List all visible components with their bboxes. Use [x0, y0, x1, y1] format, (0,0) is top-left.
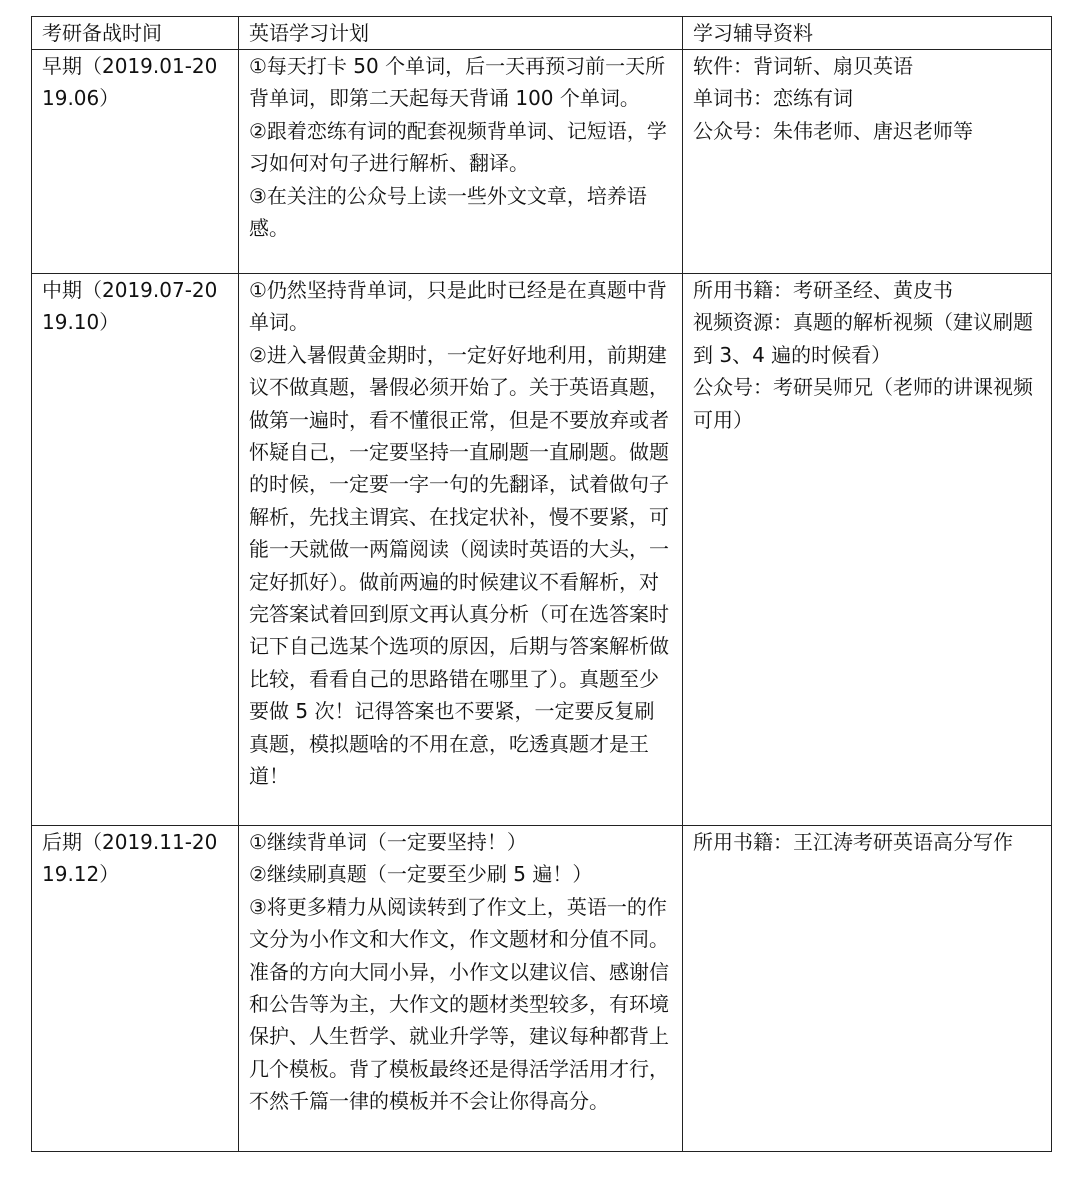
cell-plan-middle — [239, 274, 683, 826]
material-item: 公众号：考研吴师兄（老师的讲课视频可用） — [693, 375, 1033, 432]
material-item: 单词书：恋练有词 — [693, 86, 853, 111]
table-header-row — [32, 17, 1052, 50]
table-row-middle — [32, 274, 1052, 826]
cell-plan-late — [239, 826, 683, 1152]
plan-item: ①每天打卡 50 个单词，后一天再预习前一天所背单词，即第二天起每天背诵 100 个单词。 — [249, 54, 666, 111]
study-plan-table — [31, 16, 1052, 1152]
cell-plan-early — [239, 50, 683, 274]
plan-item: ②继续刷真题（一定要至少刷 5 遍！） — [249, 862, 593, 887]
material-item: 软件：背词斩、扇贝英语 — [693, 54, 913, 78]
cell-materials-early — [683, 50, 1052, 274]
cell-materials-late — [683, 826, 1052, 1152]
plan-item: ③在关注的公众号上读一些外文文章，培养语感。 — [249, 183, 647, 241]
plan-item: ②进入暑假黄金期时，一定好好地利用，前期建议不做真题，暑假必须开始了。关于英语真题，做第一遍时，看不懂很正常，但是不要放弃或者怀疑自己，一定要坚持一直刷题一直刷题。做题的时候，一定要一字一句的先翻译，试着做句子解析，先找主谓宾、在找定状补，慢不要紧，可能一天就做一两篇阅读（阅读时英语的大头，一定好抓好）。做前两遍的时候建议不看解析，对完答案试着回到原文再认真分析（可在选答案时记下自己选某个选项的原因，后期与答案解析做比较，看看自己的思路错在哪里了）。真题至少要做 5 次！记得答案也不要紧，一定要反复刷真题，模拟题啥的不用在意，吃透真题才是王道！ — [249, 342, 669, 789]
material-item: 所用书籍：王江涛考研英语高分写作 — [693, 830, 1013, 854]
cell-materials-middle — [683, 274, 1052, 826]
header-materials: 学习辅导资料 — [683, 17, 1052, 50]
cell-time-late: 后期（2019.11-2019.12） — [32, 826, 239, 1152]
plan-item: ①继续背单词（一定要坚持！） — [249, 830, 527, 854]
cell-time-early: 早期（2019.01-2019.06） — [32, 50, 239, 274]
plan-item: ③将更多精力从阅读转到了作文上，英语一的作文分为小作文和大作文，作文题材和分值不同。准备的方向大同小异，小作文以建议信、感谢信和公告等为主，大作文的题材类型较多，有环境保护、人生哲学、就业升学等，建议每种都背上几个模板。背了模板最终还是得活学活用才行，不然千篇一律的模板并不会让你得高分。 — [249, 894, 669, 1114]
material-item: 所用书籍：考研圣经、黄皮书 — [693, 278, 953, 302]
material-item: 视频资源：真题的解析视频（建议刷题到 3、4 遍的时候看） — [693, 310, 1033, 367]
table-row-late — [32, 826, 1052, 1152]
header-plan: 英语学习计划 — [239, 17, 683, 50]
material-item: 公众号：朱伟老师、唐迟老师等 — [693, 118, 973, 143]
document-page — [31, 16, 1052, 1152]
plan-item: ①仍然坚持背单词，只是此时已经是在真题中背单词。 — [249, 278, 667, 335]
table-row-early — [32, 50, 1052, 274]
cell-time-middle: 中期（2019.07-2019.10） — [32, 274, 239, 826]
plan-item: ②跟着恋练有词的配套视频背单词、记短语，学习如何对句子进行解析、翻译。 — [249, 118, 667, 176]
header-time: 考研备战时间 — [32, 17, 239, 50]
